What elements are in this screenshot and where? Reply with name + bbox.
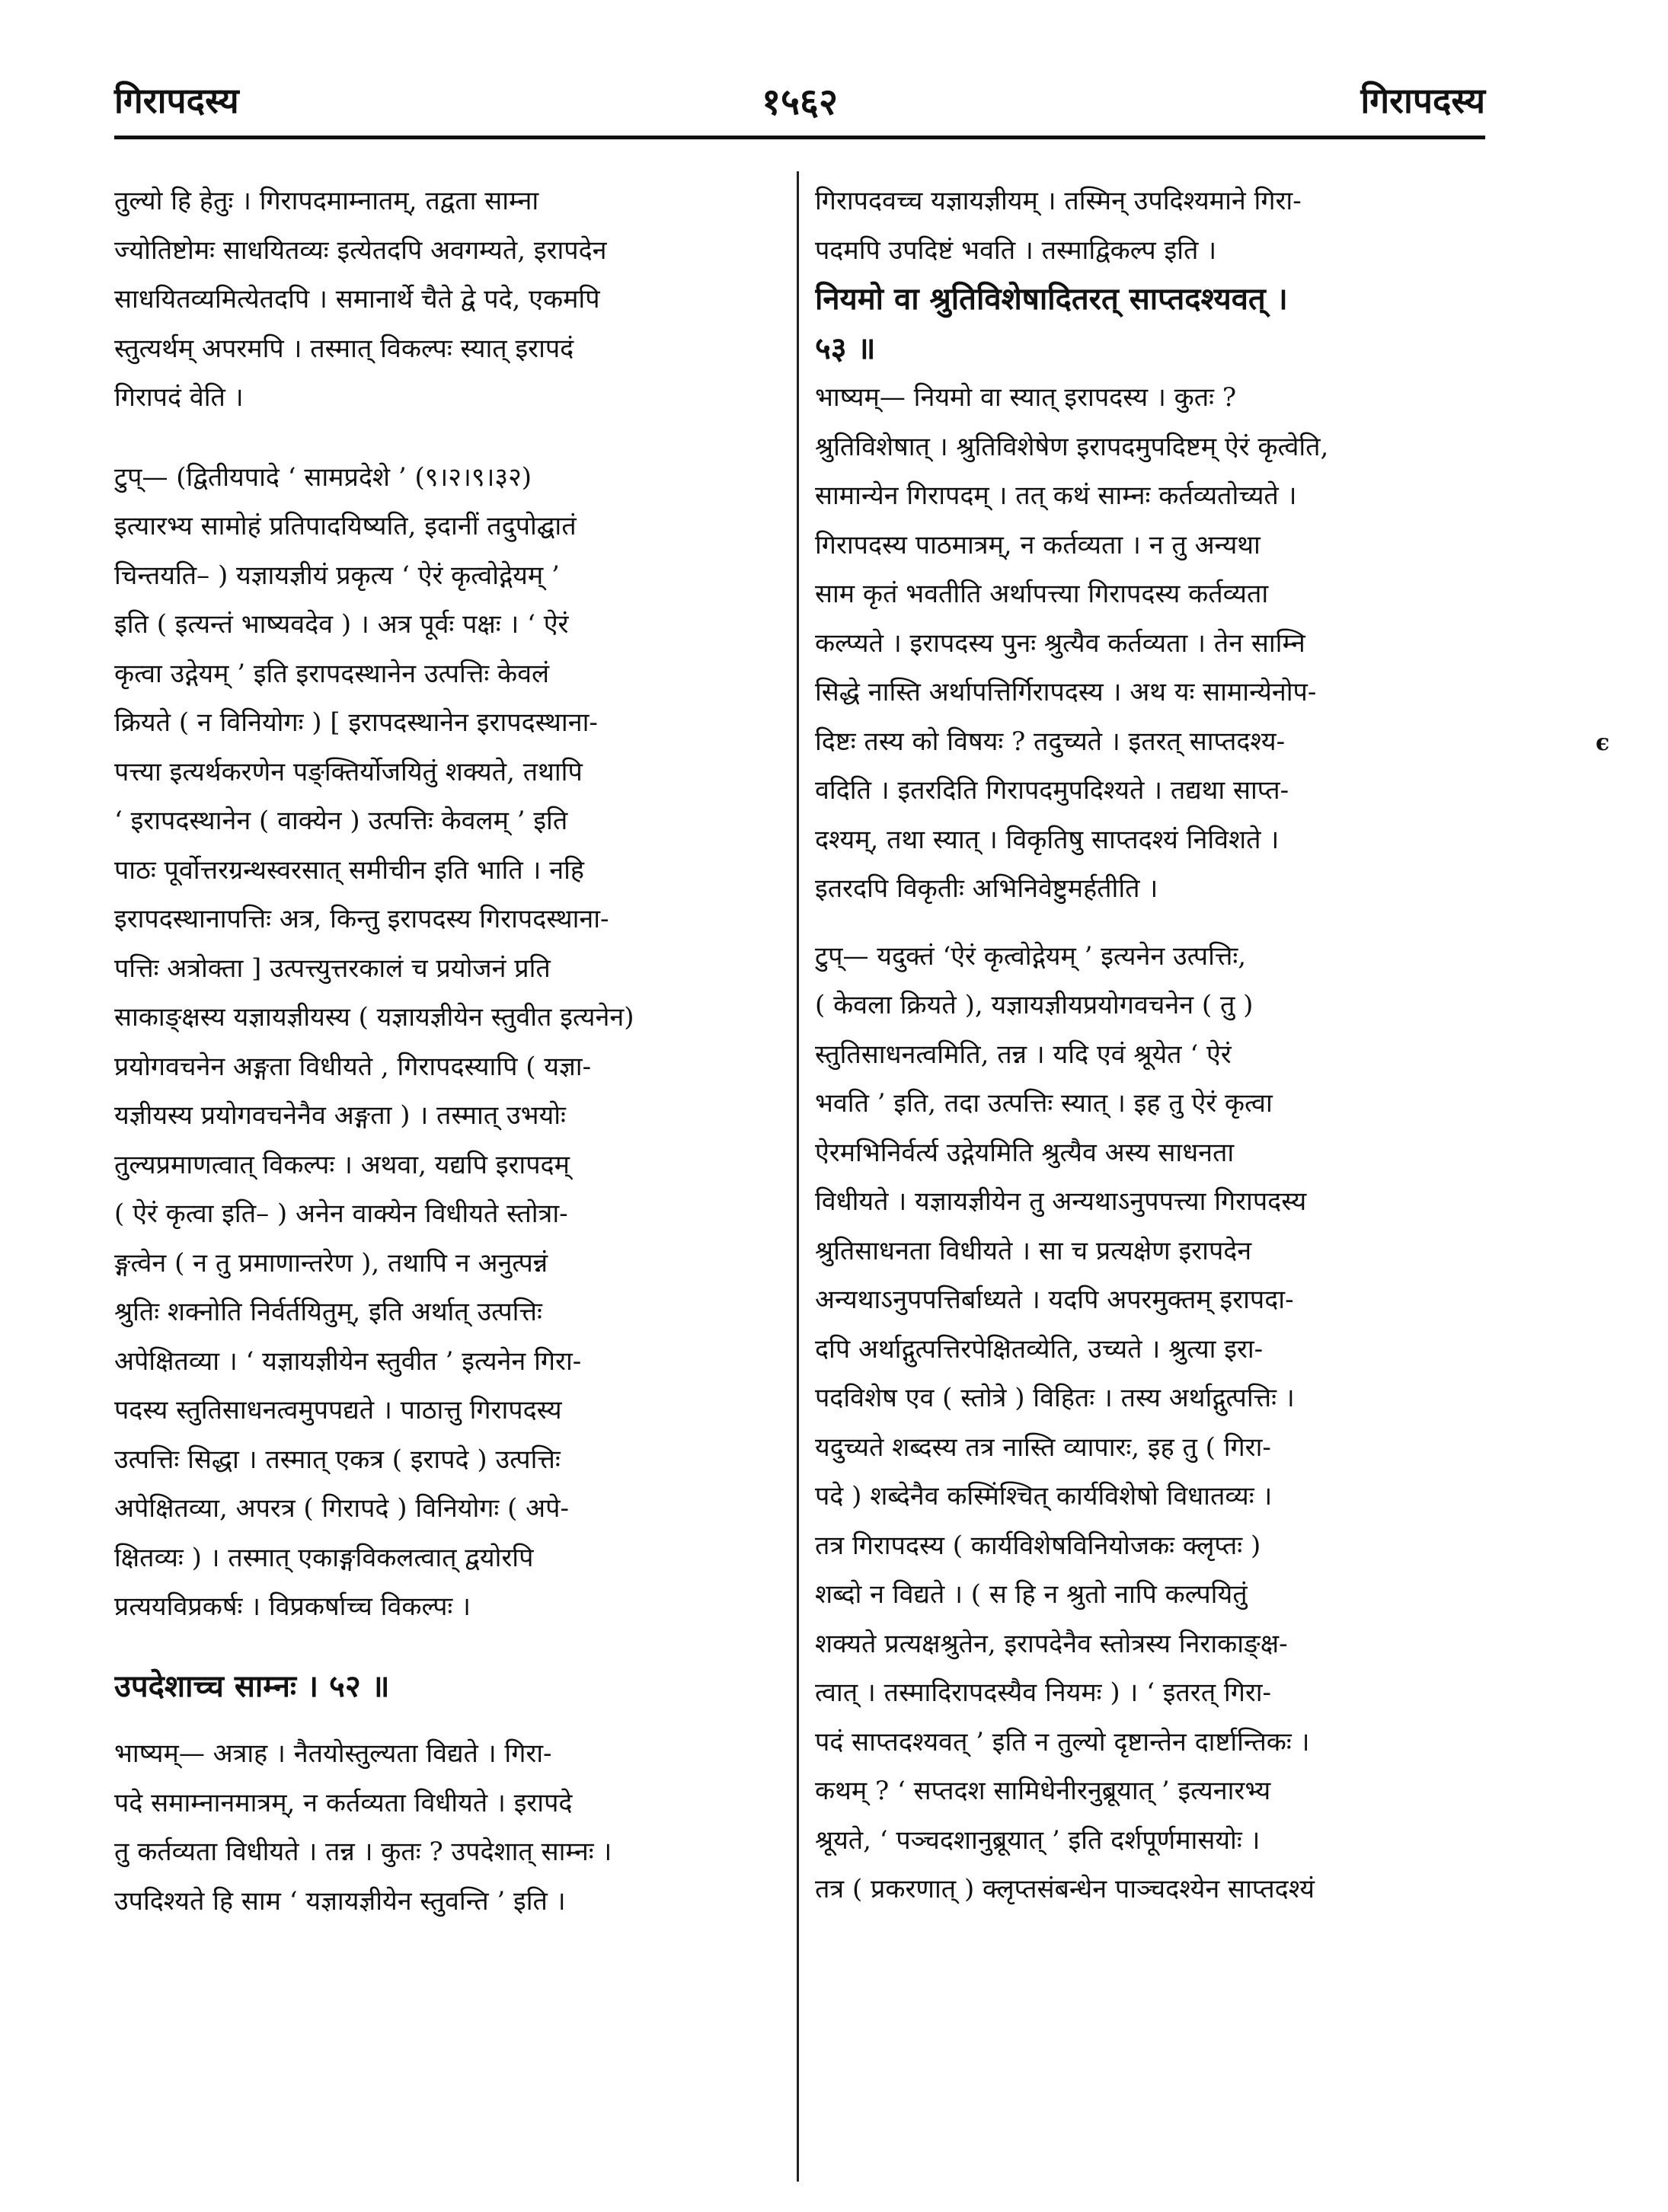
text-line: वदिति । इतरदिति गिरापदमुपदिश्यते । तद्यथा साप्त- — [815, 775, 1289, 806]
text-line: दिष्टः तस्य को विषयः ? तदुच्यते । इतरत् साप्तदश्य- — [815, 726, 1286, 757]
text-line: तुल्यप्रमाणत्वात् विकल्पः । अथवा, यद्यपि इरापदम् — [114, 1149, 570, 1180]
text-line: साम कृतं भवतीति अर्थापत्त्या गिरापदस्य कर्तव्यता — [815, 579, 1269, 609]
text-line: साकाङ्क्षस्य यज्ञायज्ञीयस्य ( यज्ञायज्ञीयेन स्तुवीत इत्यनेन) — [114, 1002, 634, 1033]
sutra-line: ५३ ॥ — [815, 330, 876, 366]
text-line: पदविशेष एव ( स्तोत्रे ) विहितः । तस्य अर्थाद्गुत्पत्तिः । — [815, 1383, 1295, 1413]
text-line: कथम् ? ‘ सप्तदश सामिधेनीरनुब्रूयात् ’ इत्यनारभ्य — [815, 1776, 1271, 1806]
text-line: क्षितव्यः ) । तस्मात् एकाङ्गविकलत्वात् द्वयोरपि — [114, 1542, 534, 1573]
text-line: प्रयोगवचनेन अङ्गता विधीयते , गिरापदस्यापि ( यज्ञा- — [114, 1051, 592, 1082]
text-line: पदमपि उपदिष्टं भवति । तस्माद्विकल्प इति । — [815, 235, 1217, 266]
text-line: त्वात् । तस्मादिरापदस्यैव नियमः ) । ‘ इतरत् गिरा- — [815, 1677, 1272, 1708]
text-line: अन्यथाऽनुपपत्तिर्बाध्यते । यदपि अपरमुक्तम् इरापदा- — [815, 1285, 1294, 1315]
text-line: इतरदपि विकृतीः अभिनिवेष्टुमर्हतीति । — [815, 873, 1158, 904]
tuptika-commentary — [815, 932, 1485, 1914]
text-line: दपि अर्थाद्गुत्पत्तिरपेक्षितव्येति, उच्यते । श्रुत्या इरा- — [815, 1333, 1264, 1365]
text-line: ऐरमभिनिर्वर्त्य उद्गेयमिति श्रुत्यैव अस्य साधनता — [815, 1137, 1235, 1168]
text-line: अपेक्षितव्या, अपरत्र ( गिरापदे ) विनियोगः ( अपे- — [114, 1493, 569, 1524]
right-column — [815, 177, 1485, 1914]
text-line: इति ( इत्यन्तं भाष्यवदेव ) । अत्र पूर्वः पक्षः । ‘ ऐरं — [114, 609, 569, 640]
text-line: सिद्धे नास्ति अर्थापत्तिर्गिरापदस्य । अथ यः सामान्येनोप- — [815, 677, 1317, 707]
text-line: तु कर्तव्यता विधीयते । तन्न । कुतः ? उपदेशात् साम्नः । — [114, 1837, 612, 1867]
text-line: टुप्— यदुक्तं ‘ऐरं कृत्वोद्गेयम् ’ इत्यनेन उत्पत्तिः, — [815, 940, 1247, 972]
text-line: साधयितव्यमित्येतदपि । समानार्थे चैते द्वे पदे, एकमपि — [114, 284, 600, 314]
text-line: भाष्यम्— अत्राह । नैतयोस्तुल्यता विद्यते । गिरा- — [114, 1738, 552, 1769]
text-line: तत्र ( प्रकरणात् ) क्लृप्तसंबन्धेन पाञ्चदश्येन साप्तदश्यं — [815, 1874, 1315, 1904]
running-head-right: गिरापदस्य — [1360, 80, 1485, 121]
text-line: पदे ) शब्देनैव कस्मिंश्चित् कार्यविशेषो विधातव्यः । — [815, 1481, 1273, 1511]
text-line: स्तुतिसाधनत्वमिति, तन्न । यदि एवं श्रूयेत ‘ ऐरं — [815, 1039, 1232, 1070]
text-line: श्रुतिः शक्नोति निर्वर्तयितुम्, इति अर्थात् उत्पत्तिः — [114, 1297, 542, 1327]
text-line: ( ऐरं कृत्वा इति– ) अनेन वाक्येन विधीयते स्तोत्रा- — [114, 1199, 568, 1229]
text-line: गिरापदवच्च यज्ञायज्ञीयम् । तस्मिन् उपदिश्यमाने गिरा- — [815, 186, 1302, 216]
text-line: दश्यम्, तथा स्यात् । विकृतिषु साप्तदश्यं निविशते । — [815, 824, 1280, 855]
page-header — [114, 76, 1485, 137]
text-line: चिन्तयति– ) यज्ञायज्ञीयं प्रकृत्य ‘ ऐरं कृत्वोद्गेयम् ’ — [114, 560, 560, 591]
text-line: तत्र गिरापदस्य ( कार्यविशेषविनियोजकः क्लृप्तः ) — [815, 1530, 1261, 1561]
text-line: स्तुत्यर्थम् अपरमपि । तस्मात् विकल्पः स्यात् इरापदं — [114, 333, 574, 364]
sutra-52 — [114, 1662, 784, 1712]
sutra-line: उपदेशाच्च साम्नः । ५२ ॥ — [114, 1668, 390, 1704]
text-line: कृत्वा उद्गेयम् ’ इति इरापदस्थानेन उत्पत्तिः केवलं — [114, 658, 550, 689]
text-line: शब्दो न विद्यते । ( स हि न श्रुतो नापि कल्पयितुं — [815, 1579, 1248, 1610]
text-line: इत्यारभ्य सामोहं प्रतिपादयिष्यति, इदानीं तदुपोद्घातं — [114, 511, 577, 541]
text-line: श्रुतिविशेषात् । श्रुतिविशेषेण इरापदमुपदिष्टम् ऐरं कृत्वेति, — [815, 431, 1329, 462]
sutra-line: नियमो वा श्रुतिविशेषादितरत् साप्तदश्यवत् । — [815, 281, 1288, 317]
column-divider — [797, 171, 799, 2182]
text-line: पदस्य स्तुतिसाधनत्वमुपपद्यते । पाठात्तु गिरापदस्य — [114, 1395, 562, 1425]
text-line: पदे समाम्नानमात्रम्, न कर्तव्यता विधीयते । इरापदे — [114, 1787, 573, 1818]
text-line: पत्तिः अत्रोक्ता ] उत्पत्त्युत्तरकालं च प्रयोजनं प्रति — [114, 953, 551, 984]
paragraph — [114, 177, 784, 423]
text-line: उपदिश्यते हि साम ‘ यज्ञायज्ञीयेन स्तुवन्ति ’ इति । — [114, 1885, 566, 1917]
text-line: प्रत्ययविप्रकर्षः । विप्रकर्षाच्च विकल्पः । — [114, 1591, 471, 1622]
text-line: इरापदस्थानापत्तिः अत्र, किन्तु इरापदस्य गिरापदस्थाना- — [114, 904, 609, 934]
header-rule — [114, 136, 1485, 139]
running-head-left: गिरापदस्य — [114, 80, 239, 121]
page-number: १५६२ — [762, 81, 838, 123]
text-line: शक्यते प्रत्यक्षश्रुतेन, इरापदेनैव स्तोत्रस्य निराकाङ्क्ष- — [815, 1628, 1288, 1659]
text-line: उत्पत्तिः सिद्धा । तस्मात् एकत्र ( इरापदे ) उत्पत्तिः — [114, 1444, 561, 1475]
text-line: क्रियते ( न विनियोगः ) [ इरापदस्थानेन इरापदस्थाना- — [114, 707, 598, 738]
text-line: गिरापदस्य पाठमात्रम्, न कर्तव्यता । न तु अन्यथा — [815, 529, 1261, 560]
text-line: पत्त्या इत्यर्थकरणेन पङ्क्तिर्योजयितुं शक्यते, तथापि — [114, 756, 583, 787]
text-line: ( केवला क्रियते ), यज्ञायज्ञीयप्रयोगवचनेन ( तु ) — [815, 990, 1254, 1020]
left-column — [114, 177, 784, 1926]
text-line: भाष्यम्— नियमो वा स्यात् इरापदस्य । कुतः ? — [815, 382, 1237, 413]
text-line: श्रुतिसाधनता विधीयते । सा च प्रत्यक्षेण इरापदेन — [815, 1235, 1252, 1266]
text-line: पाठः पूर्वोत्तरग्रन्थस्वरसात् समीचीन इति भाति । नहि — [114, 854, 584, 886]
sutra-53 — [815, 275, 1485, 373]
paragraph — [815, 177, 1485, 275]
margin-mark: ϵ — [1596, 729, 1610, 756]
text-line: अपेक्षितव्या । ‘ यज्ञायज्ञीयेन स्तुवीत ’ इत्यनेन गिरा- — [114, 1345, 582, 1377]
tuptika-commentary — [114, 453, 784, 1632]
text-line: सामान्येन गिरापदम् । तत् कथं साम्नः कर्तव्यतोच्यते । — [815, 480, 1297, 511]
text-line: ज्योतिष्टोमः साधयितव्यः इत्येतदपि अवगम्यते, इरापदेन — [114, 235, 607, 266]
text-line: विधीयते । यज्ञायज्ञीयेन तु अन्यथाऽनुपपत्त्या गिरापदस्य — [815, 1186, 1307, 1217]
text-line: तुल्यो हि हेतुः । गिरापदमाम्नातम्, तद्वता साम्ना — [114, 186, 539, 216]
text-line: ‘ इरापदस्थानेन ( वाक्येन ) उत्पत्तिः केवलम् ’ इति — [114, 806, 568, 836]
text-line: यज्ञीयस्य प्रयोगवचनेनैव अङ्गता ) । तस्मात् उभयोः — [114, 1100, 566, 1131]
text-line: गिरापदं वेति । — [114, 382, 244, 413]
text-line: भवति ’ इति, तदा उत्पत्तिः स्यात् । इह तु ऐरं कृत्वा — [815, 1088, 1273, 1119]
text-line: कल्प्यते । इरापदस्य पुनः श्रुत्यैव कर्तव्यता । तेन साम्नि — [815, 627, 1305, 659]
text-line: श्रूयते, ‘ पञ्चदशानुब्रूयात् ’ इति दर्शपूर्णमासयोः । — [815, 1824, 1261, 1856]
text-line: टुप्— (द्वितीयपादे ‘ सामप्रदेशे ’ (९।२।९।३२) — [114, 461, 532, 493]
text-line: यदुच्यते शब्दस्य तत्र नास्ति व्यापारः, इह तु ( गिरा- — [815, 1432, 1271, 1463]
text-line: ङ्गत्वेन ( न तु प्रमाणान्तरेण ), तथापि न अनुत्पन्नं — [114, 1247, 548, 1278]
bhashya-52 — [114, 1729, 784, 1926]
bhashya-53 — [815, 373, 1485, 914]
text-line: पदं साप्तदश्यवत् ’ इति न तुल्यो दृष्टान्तेन दार्ष्टान्तिकः । — [815, 1726, 1310, 1757]
